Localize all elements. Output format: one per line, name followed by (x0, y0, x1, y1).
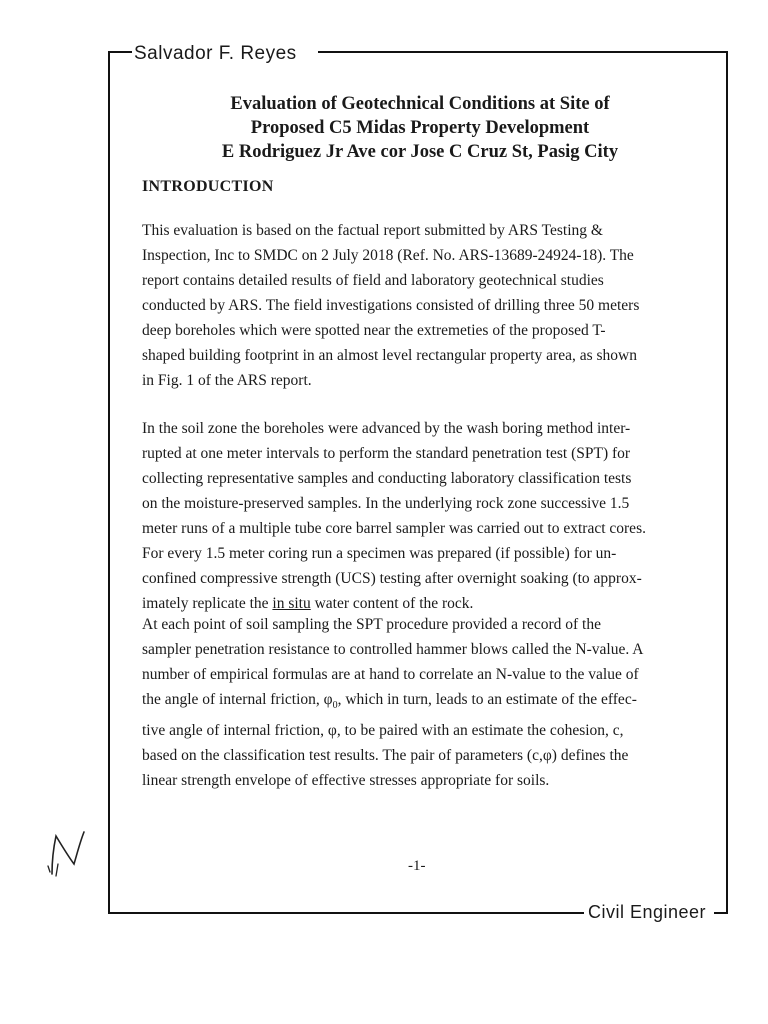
text-line: report contains detailed results of field and laboratory geotechnical studies (142, 272, 604, 289)
page-number: -1- (408, 858, 426, 874)
text-line: Inspection, Inc to SMDC on 2 July 2018 (Ref. No. ARS-13689-24924-18). The (142, 247, 634, 264)
text-line: shaped building footprint in an almost level rectangular property area, as shown (142, 347, 637, 364)
underlined-term: in situ (272, 595, 311, 612)
title-line: Evaluation of Geotechnical Conditions at Site of (230, 94, 610, 114)
text-line: For every 1.5 meter coring run a specimen was prepared (if possible) for un- (142, 545, 617, 562)
text-run: water content of the rock. (310, 595, 474, 612)
section-heading: INTRODUCTION (142, 178, 274, 195)
text-line: At each point of soil sampling the SPT procedure provided a record of the (142, 616, 601, 633)
text-line: rupted at one meter intervals to perform the standard penetration test (SPT) for (142, 445, 631, 462)
text-line: This evaluation is based on the factual report submitted by ARS Testing & (142, 222, 603, 239)
title-line: E Rodriguez Jr Ave cor Jose C Cruz St, Pasig City (221, 142, 619, 162)
paragraph-introduction (142, 218, 702, 393)
handwritten-initials-mark (40, 828, 90, 878)
frame-top-right-line (318, 51, 728, 53)
frame-left-line (108, 51, 110, 913)
text-run: the angle of internal friction, φ (142, 691, 333, 708)
text-run: imately replicate the (142, 595, 273, 612)
text-run: , which in turn, leads to an estimate of the effec- (337, 691, 637, 708)
frame-top-left-line (108, 51, 132, 53)
frame-bottom-line (108, 912, 584, 914)
paragraph-spt (142, 612, 702, 793)
text-line: meter runs of a multiple tube core barrel sampler was carried out to extract cores. (142, 520, 646, 537)
frame-right-line (726, 51, 728, 914)
subscript: 0 (332, 700, 338, 712)
text-line: confined compressive strength (UCS) testing after overnight soaking (to approx- (142, 570, 642, 587)
frame-bottom-right-tick (714, 912, 728, 914)
text-line: based on the classification test results. The pair of parameters (c,φ) defines the (142, 747, 629, 765)
footer-title: Civil Engineer (584, 900, 710, 924)
paragraph-methods (142, 416, 702, 616)
text-line: sampler penetration resistance to controlled hammer blows called the N-value. A (142, 641, 644, 658)
text-line: number of empirical formulas are at hand to correlate an N-value to the value of (142, 666, 639, 683)
text-line: In the soil zone the boreholes were advanced by the wash boring method inter- (142, 420, 631, 437)
header-author-name: Salvador F. Reyes (134, 43, 297, 64)
text-line: linear strength envelope of effective stresses appropriate for soils. (142, 772, 550, 790)
document-title (150, 92, 690, 164)
text-line (142, 687, 702, 718)
text-line: collecting representative samples and conducting laboratory classification tests (142, 470, 632, 487)
text-line: in Fig. 1 of the ARS report. (142, 372, 312, 389)
text-line: tive angle of internal friction, φ, to be paired with an estimate the cohesion, c, (142, 722, 624, 740)
title-line: Proposed C5 Midas Property Development (250, 118, 590, 138)
text-line: on the moisture-preserved samples. In the underlying rock zone successive 1.5 (142, 495, 630, 512)
text-line: conducted by ARS. The field investigations consisted of drilling three 50 meters (142, 297, 640, 314)
text-line: deep boreholes which were spotted near the extremeties of the proposed T- (142, 322, 606, 339)
